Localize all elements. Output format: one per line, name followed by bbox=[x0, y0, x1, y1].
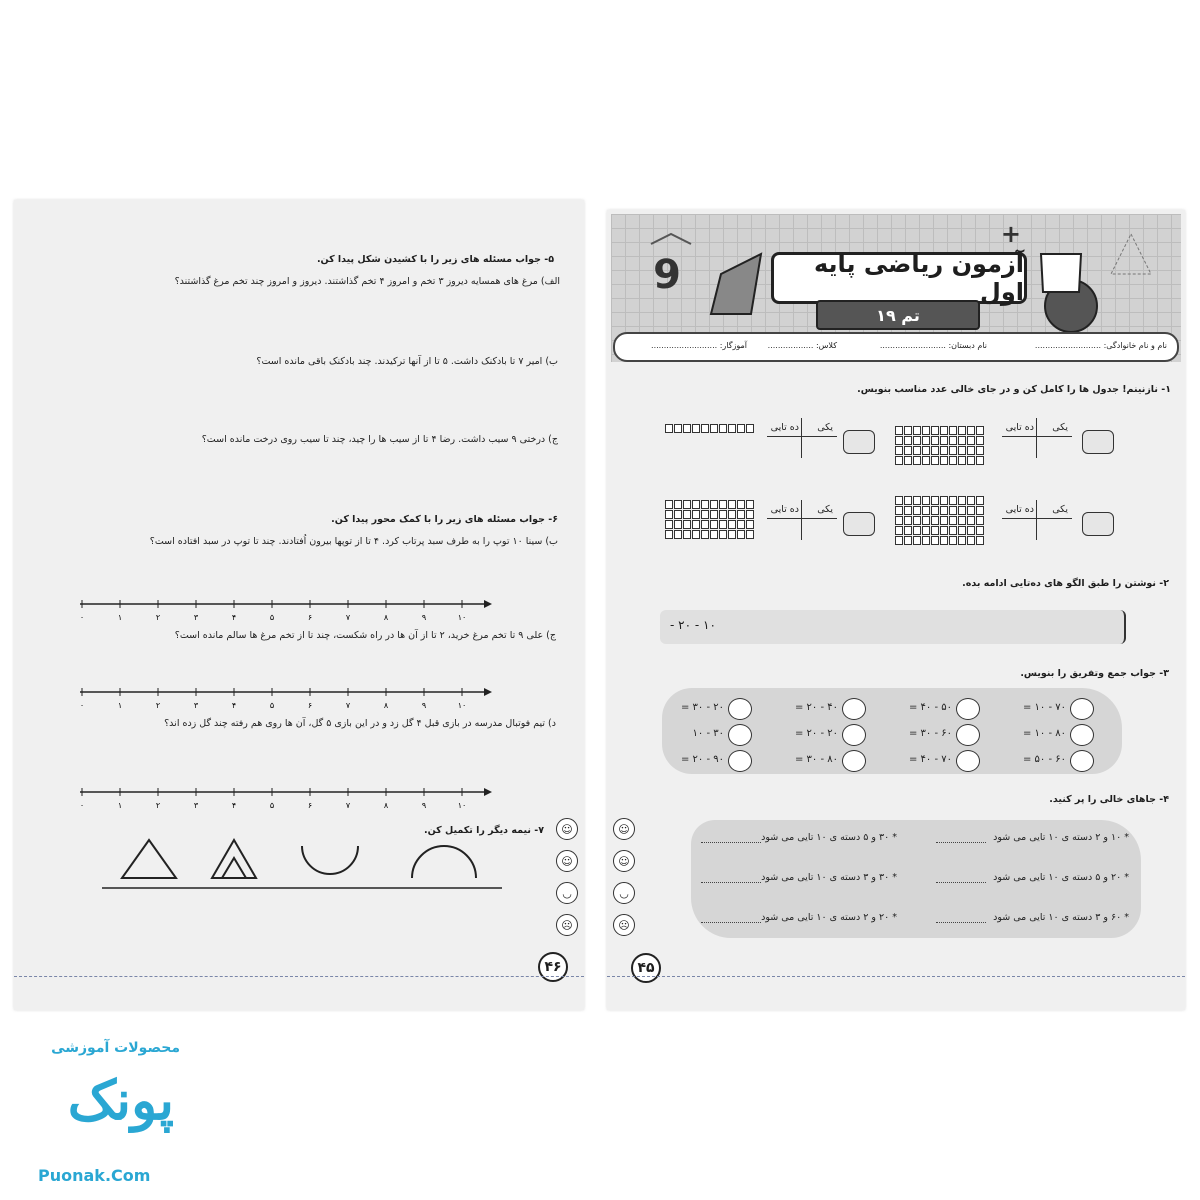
number-line-label: ۲ bbox=[155, 613, 161, 622]
unit-block bbox=[967, 516, 975, 525]
number-line-label: ۰ bbox=[79, 701, 85, 710]
answer-circle[interactable] bbox=[956, 698, 980, 720]
unit-block bbox=[692, 520, 700, 529]
number-line-label: ۵ bbox=[269, 701, 275, 710]
answer-box-1[interactable] bbox=[1082, 430, 1114, 454]
unit-block bbox=[949, 496, 957, 505]
unit-block bbox=[895, 496, 903, 505]
col-tens-label: ده تایی bbox=[1005, 422, 1034, 433]
brand-url[interactable]: Puonak.Com bbox=[38, 1166, 151, 1185]
ten-blocks-4 bbox=[665, 500, 754, 539]
unit-block bbox=[710, 530, 718, 539]
answer-box-2[interactable] bbox=[843, 430, 875, 454]
triangle-shape bbox=[122, 840, 176, 878]
unit-block bbox=[922, 506, 930, 515]
unit-block bbox=[958, 446, 966, 455]
q5-title: ۵- جواب مسئله های زیر را با کشیدن شکل پیدا کن. bbox=[316, 254, 554, 265]
unit-block bbox=[940, 446, 948, 455]
unit-block bbox=[674, 500, 682, 509]
unit-block bbox=[674, 530, 682, 539]
unit-block bbox=[719, 520, 727, 529]
fill-item-r1: * ۱۰ و ۲ دسته ی ۱۰ تایی می شود bbox=[993, 832, 1129, 843]
blank-r1[interactable] bbox=[936, 842, 986, 843]
place-value-table-2 bbox=[767, 418, 837, 458]
unit-block bbox=[701, 530, 709, 539]
unit-block bbox=[940, 506, 948, 515]
unit-block bbox=[940, 496, 948, 505]
number-line-label: ۹ bbox=[421, 701, 427, 710]
unit-block bbox=[931, 446, 939, 455]
unit-block bbox=[895, 536, 903, 545]
unit-block bbox=[674, 520, 682, 529]
unit-block bbox=[728, 500, 736, 509]
q1-title: ۱- نازنینم! جدول ها را کامل کن و در جای خالی عدد مناسب بنویس. bbox=[857, 384, 1171, 395]
unit-block bbox=[904, 446, 912, 455]
unit-block bbox=[967, 536, 975, 545]
unit-block bbox=[737, 424, 745, 433]
unit-block bbox=[904, 456, 912, 465]
unit-block bbox=[904, 536, 912, 545]
unit-block bbox=[904, 436, 912, 445]
answer-circle[interactable] bbox=[842, 750, 866, 772]
number-line-label: ۰ bbox=[79, 613, 85, 622]
rating-faces-left bbox=[556, 818, 578, 946]
unit-block bbox=[904, 506, 912, 515]
unit-block bbox=[728, 520, 736, 529]
plus-icon: + bbox=[1000, 220, 1021, 248]
calc-expression: ۶۰ - ۵۰ = bbox=[1022, 754, 1066, 765]
unit-block bbox=[949, 436, 957, 445]
unit-block bbox=[728, 424, 736, 433]
place-value-table-4 bbox=[767, 500, 837, 540]
unit-block bbox=[904, 496, 912, 505]
unit-block bbox=[665, 520, 673, 529]
theme-label: تم ۱۹ bbox=[816, 300, 980, 330]
unit-block bbox=[967, 446, 975, 455]
unit-block bbox=[976, 536, 984, 545]
sad-face-icon: ☹ bbox=[556, 914, 578, 936]
unit-block bbox=[746, 520, 754, 529]
unit-block bbox=[922, 426, 930, 435]
place-value-table-3 bbox=[1002, 500, 1072, 540]
arrow-head-icon bbox=[484, 600, 492, 608]
unit-block bbox=[913, 446, 921, 455]
unit-block bbox=[692, 424, 700, 433]
unit-block bbox=[940, 526, 948, 535]
unit-block bbox=[895, 436, 903, 445]
half-circle-top bbox=[412, 846, 476, 878]
fill-item-r3: * ۶۰ و ۳ دسته ی ۱۰ تایی می شود bbox=[993, 912, 1129, 923]
col-ones-label: یکی bbox=[1052, 422, 1068, 433]
unit-block bbox=[728, 530, 736, 539]
ten-blocks-1 bbox=[895, 426, 984, 465]
q6-c: ج) علی ۹ تا تخم مرغ خرید، ۲ تا از آن ها در راه شکست، چند تا از تخم مرغ ها سالم مانده است؟ bbox=[174, 630, 556, 641]
unit-block bbox=[737, 530, 745, 539]
unit-block bbox=[683, 424, 691, 433]
unit-block bbox=[949, 446, 957, 455]
unit-block bbox=[958, 456, 966, 465]
number-line-label: ۴ bbox=[231, 613, 237, 622]
answer-circle[interactable] bbox=[728, 724, 752, 746]
unit-block bbox=[701, 520, 709, 529]
number-line-label: ۱۰ bbox=[457, 801, 467, 810]
calc-expression: ۲۰ - ۲۰ = bbox=[794, 728, 838, 739]
unit-block bbox=[701, 424, 709, 433]
smile-face-icon: ☺ bbox=[556, 850, 578, 872]
number-line-label: ۸ bbox=[383, 701, 389, 710]
happy-face-icon: ☺ bbox=[613, 818, 635, 840]
number-line-label: ۱ bbox=[117, 801, 123, 810]
pattern-band[interactable] bbox=[660, 610, 1126, 644]
unit-block bbox=[683, 500, 691, 509]
unit-block bbox=[710, 520, 718, 529]
number-line-label: ۹ bbox=[421, 613, 427, 622]
calc-expression: ۲۰ - ۳۰ = bbox=[680, 702, 724, 713]
unit-block bbox=[674, 424, 682, 433]
unit-block bbox=[746, 510, 754, 519]
unit-block bbox=[922, 496, 930, 505]
number-line-label: ۳ bbox=[193, 801, 199, 810]
q7-title: ۷- نیمه دیگر را تکمیل کن. bbox=[424, 825, 544, 836]
number-line-label: ۲ bbox=[155, 701, 161, 710]
unit-block bbox=[701, 510, 709, 519]
unit-block bbox=[958, 516, 966, 525]
unit-block bbox=[665, 530, 673, 539]
brand-logo bbox=[20, 1036, 190, 1186]
number-line-3 bbox=[74, 788, 494, 812]
col-tens-label: ده تایی bbox=[770, 422, 799, 433]
school-field[interactable]: نام دبستان: .......................... bbox=[879, 341, 987, 350]
unit-block bbox=[922, 516, 930, 525]
unit-block bbox=[958, 536, 966, 545]
calc-expression: ۶۰ - ۳۰ = bbox=[908, 728, 952, 739]
unit-block bbox=[904, 516, 912, 525]
unit-block bbox=[949, 536, 957, 545]
unit-block bbox=[922, 536, 930, 545]
unit-block bbox=[719, 530, 727, 539]
unit-block bbox=[683, 520, 691, 529]
unit-block bbox=[746, 500, 754, 509]
number-line-label: ۹ bbox=[421, 801, 427, 810]
answer-circle[interactable] bbox=[1070, 750, 1094, 772]
unit-block bbox=[949, 516, 957, 525]
blank-l2[interactable] bbox=[701, 882, 761, 883]
unit-block bbox=[976, 436, 984, 445]
unit-block bbox=[904, 426, 912, 435]
worksheet-page-46 bbox=[14, 200, 584, 1010]
double-triangle-shape bbox=[212, 840, 256, 878]
unit-block bbox=[940, 426, 948, 435]
number-line-label: ۶ bbox=[307, 701, 313, 710]
unit-block bbox=[913, 436, 921, 445]
unit-block bbox=[967, 456, 975, 465]
unit-block bbox=[958, 526, 966, 535]
answer-circle[interactable] bbox=[956, 750, 980, 772]
calc-expression: ۷۰ - ۴۰ = bbox=[908, 754, 952, 765]
unit-block bbox=[692, 500, 700, 509]
q2-title: ۲- نوشتن را طبق الگو های ده‌تایی ادامه بده. bbox=[962, 578, 1169, 589]
unit-block bbox=[940, 456, 948, 465]
unit-block bbox=[931, 506, 939, 515]
unit-block bbox=[976, 526, 984, 535]
number-line-2 bbox=[74, 688, 494, 712]
number-line-label: ۷ bbox=[345, 613, 351, 622]
brand-logo-mark: پونک bbox=[67, 1068, 174, 1132]
smile-face-icon: ☺ bbox=[613, 850, 635, 872]
unit-block bbox=[922, 456, 930, 465]
unit-block bbox=[895, 516, 903, 525]
unit-block bbox=[949, 506, 957, 515]
page-number-46: ۴۶ bbox=[538, 952, 568, 982]
unit-block bbox=[976, 426, 984, 435]
unit-block bbox=[922, 436, 930, 445]
unit-block bbox=[710, 510, 718, 519]
unit-block bbox=[913, 456, 921, 465]
unit-block bbox=[931, 426, 939, 435]
fill-blanks-band bbox=[691, 820, 1141, 938]
q3-title: ۳- جواب جمع وتفریق را بنویس. bbox=[1020, 668, 1169, 679]
unit-block bbox=[976, 496, 984, 505]
unit-block bbox=[958, 436, 966, 445]
blank-l3[interactable] bbox=[701, 922, 761, 923]
unit-block bbox=[665, 510, 673, 519]
unit-block bbox=[710, 500, 718, 509]
unit-block bbox=[683, 530, 691, 539]
unit-block bbox=[737, 510, 745, 519]
unit-block bbox=[976, 446, 984, 455]
arrow-head-icon bbox=[484, 688, 492, 696]
worksheet-page-45 bbox=[607, 210, 1185, 1010]
calc-expression: ۸۰ - ۳۰ = bbox=[794, 754, 838, 765]
unit-block bbox=[913, 506, 921, 515]
name-field[interactable]: نام و نام خانوادگی: .......................... bbox=[1034, 341, 1167, 350]
happy-face-icon: ☺ bbox=[556, 818, 578, 840]
fill-item-r2: * ۲۰ و ۵ دسته ی ۱۰ تایی می شود bbox=[993, 872, 1129, 883]
class-field[interactable]: کلاس: .................. bbox=[767, 341, 837, 350]
unit-block bbox=[931, 496, 939, 505]
unit-block bbox=[683, 510, 691, 519]
unit-block bbox=[719, 510, 727, 519]
answer-circle[interactable] bbox=[842, 698, 866, 720]
unit-block bbox=[701, 500, 709, 509]
unit-block bbox=[931, 436, 939, 445]
unit-block bbox=[976, 516, 984, 525]
unit-block bbox=[913, 536, 921, 545]
unit-block bbox=[958, 506, 966, 515]
unit-block bbox=[728, 510, 736, 519]
pattern-start: ۱۰ - ۲۰ - bbox=[670, 618, 716, 632]
unit-block bbox=[895, 426, 903, 435]
triangle-icon bbox=[1111, 234, 1151, 274]
blank-r2[interactable] bbox=[936, 882, 986, 883]
teacher-field[interactable]: آموزگار: .......................... bbox=[651, 341, 747, 350]
unit-block bbox=[746, 530, 754, 539]
unit-block bbox=[913, 516, 921, 525]
q6-d: د) تیم فوتبال مدرسه در بازی قبل ۴ گل زد و در این بازی ۵ گل، آن ها روی هم رفته چند گل زده اند؟ bbox=[164, 718, 556, 729]
answer-circle[interactable] bbox=[842, 724, 866, 746]
calc-expression: ۸۰ - ۱۰ = bbox=[1022, 728, 1066, 739]
number-line-label: ۱۰ bbox=[457, 701, 467, 710]
student-info-bar bbox=[613, 332, 1179, 362]
calc-expression: ۳۰ - ۱۰ bbox=[692, 728, 724, 739]
number-line-label: ۳ bbox=[193, 613, 199, 622]
number-line-label: ۶ bbox=[307, 801, 313, 810]
number-line-label: ۷ bbox=[345, 701, 351, 710]
calc-expression: ۴۰ - ۲۰ = bbox=[794, 702, 838, 713]
arrow-head-icon bbox=[484, 788, 492, 796]
rating-faces-right bbox=[613, 818, 635, 946]
q5-a: الف) مرغ های همسایه دیروز ۳ تخم و امروز ۴ تخم گذاشتند. دیروز و امروز چند تخم مرغ گذاشتند؟ bbox=[174, 276, 560, 287]
fill-item-l2: * ۳۰ و ۳ دسته ی ۱۰ تایی می شود bbox=[761, 872, 897, 883]
number-line-label: ۱۰ bbox=[457, 613, 467, 622]
unit-block bbox=[967, 496, 975, 505]
place-value-table-1 bbox=[1002, 418, 1072, 458]
digit-decoration: 9 bbox=[653, 252, 681, 298]
worksheet-title: آزمون ریاضی پایه اول bbox=[771, 252, 1027, 304]
calc-expression: ۷۰ - ۱۰ = bbox=[1022, 702, 1066, 713]
q5-b: ب) امیر ۷ تا بادکنک داشت. ۵ تا از آنها ترکیدند. چند بادکنک باقی مانده است؟ bbox=[256, 356, 558, 367]
unit-block bbox=[922, 526, 930, 535]
unit-block bbox=[719, 424, 727, 433]
unit-block bbox=[913, 496, 921, 505]
unit-block bbox=[665, 500, 673, 509]
unit-block bbox=[967, 426, 975, 435]
calc-expression: ۵۰ - ۴۰ = bbox=[908, 702, 952, 713]
number-line-label: ۶ bbox=[307, 613, 313, 622]
unit-block bbox=[913, 526, 921, 535]
unit-block bbox=[737, 520, 745, 529]
number-line-label: ۰ bbox=[79, 801, 85, 810]
unit-block bbox=[967, 526, 975, 535]
unit-block bbox=[940, 436, 948, 445]
calc-expression: ۹۰ - ۲۰ = bbox=[680, 754, 724, 765]
number-line-label: ۴ bbox=[231, 801, 237, 810]
number-line-label: ۱ bbox=[117, 613, 123, 622]
answer-circle[interactable] bbox=[728, 750, 752, 772]
number-line-label: ۲ bbox=[155, 801, 161, 810]
col-ones-label: یکی bbox=[817, 504, 833, 515]
number-line-label: ۵ bbox=[269, 801, 275, 810]
unit-block bbox=[746, 424, 754, 433]
neutral-face-icon: ◡ bbox=[613, 882, 635, 904]
footer-divider bbox=[14, 976, 584, 977]
q5-c: ج) درختی ۹ سیب داشت. رضا ۴ تا از سیب ها را چید، چند تا سیب روی درخت مانده است؟ bbox=[201, 434, 558, 445]
page-number-45: ۴۵ bbox=[631, 953, 661, 983]
unit-block bbox=[719, 500, 727, 509]
half-circle-bottom bbox=[302, 846, 358, 874]
unit-block bbox=[674, 510, 682, 519]
unit-block bbox=[931, 516, 939, 525]
unit-block bbox=[665, 424, 673, 433]
unit-block bbox=[967, 436, 975, 445]
number-line-1 bbox=[74, 600, 494, 624]
footer-divider bbox=[607, 976, 1185, 977]
answer-circle[interactable] bbox=[728, 698, 752, 720]
half-shapes bbox=[102, 830, 502, 890]
calc-band bbox=[662, 688, 1122, 774]
number-line-label: ۸ bbox=[383, 801, 389, 810]
arrow-decoration bbox=[651, 234, 691, 244]
number-line-label: ۷ bbox=[345, 801, 351, 810]
fill-item-l3: * ۲۰ و ۲ دسته ی ۱۰ تایی می شود bbox=[761, 912, 897, 923]
col-ones-label: یکی bbox=[1052, 504, 1068, 515]
unit-block bbox=[710, 424, 718, 433]
unit-block bbox=[940, 536, 948, 545]
brand-tagline: محصولات آموزشی bbox=[51, 1040, 180, 1056]
answer-circle[interactable] bbox=[956, 724, 980, 746]
q4-title: ۴- جاهای خالی را پر کنید. bbox=[1049, 794, 1169, 805]
q6-b: ب) سینا ۱۰ توپ را به طرف سبد پرتاب کرد. ۴ تا از توپها بیرون اُفتادند. چند تا توپ در سبد افتاده است؟ bbox=[149, 536, 558, 547]
unit-block bbox=[895, 446, 903, 455]
number-line-label: ۵ bbox=[269, 613, 275, 622]
fill-item-l1: * ۳۰ و ۵ دسته ی ۱۰ تایی می شود bbox=[761, 832, 897, 843]
col-tens-label: ده تایی bbox=[770, 504, 799, 515]
unit-block bbox=[931, 456, 939, 465]
unit-block bbox=[922, 446, 930, 455]
blank-r3[interactable] bbox=[936, 922, 986, 923]
unit-block bbox=[976, 506, 984, 515]
answer-circle[interactable] bbox=[1070, 698, 1094, 720]
unit-block bbox=[949, 426, 957, 435]
unit-block bbox=[949, 526, 957, 535]
ten-blocks-2 bbox=[665, 424, 754, 433]
answer-box-3[interactable] bbox=[1082, 512, 1114, 536]
worksheet-header bbox=[611, 214, 1181, 362]
number-line-label: ۱ bbox=[117, 701, 123, 710]
number-line-label: ۳ bbox=[193, 701, 199, 710]
unit-block bbox=[904, 526, 912, 535]
unit-block bbox=[940, 516, 948, 525]
unit-block bbox=[931, 536, 939, 545]
number-line-label: ۸ bbox=[383, 613, 389, 622]
unit-block bbox=[692, 530, 700, 539]
answer-box-4[interactable] bbox=[843, 512, 875, 536]
blank-l1[interactable] bbox=[701, 842, 761, 843]
unit-block bbox=[737, 500, 745, 509]
unit-block bbox=[958, 496, 966, 505]
col-tens-label: ده تایی bbox=[1005, 504, 1034, 515]
pencil-cup-icon bbox=[711, 254, 761, 314]
unit-block bbox=[895, 526, 903, 535]
sad-face-icon: ☹ bbox=[613, 914, 635, 936]
unit-block bbox=[958, 426, 966, 435]
unit-block bbox=[895, 506, 903, 515]
unit-block bbox=[692, 510, 700, 519]
unit-block bbox=[913, 426, 921, 435]
cup-icon bbox=[1041, 254, 1081, 292]
unit-block bbox=[931, 526, 939, 535]
answer-circle[interactable] bbox=[1070, 724, 1094, 746]
unit-block bbox=[976, 456, 984, 465]
unit-block bbox=[967, 506, 975, 515]
number-line-label: ۴ bbox=[231, 701, 237, 710]
unit-block bbox=[949, 456, 957, 465]
neutral-face-icon: ◡ bbox=[556, 882, 578, 904]
ten-blocks-3 bbox=[895, 496, 984, 545]
col-ones-label: یکی bbox=[817, 422, 833, 433]
q6-title: ۶- جواب مسئله های زیر را با کمک محور پیدا کن. bbox=[331, 514, 558, 525]
unit-block bbox=[895, 456, 903, 465]
